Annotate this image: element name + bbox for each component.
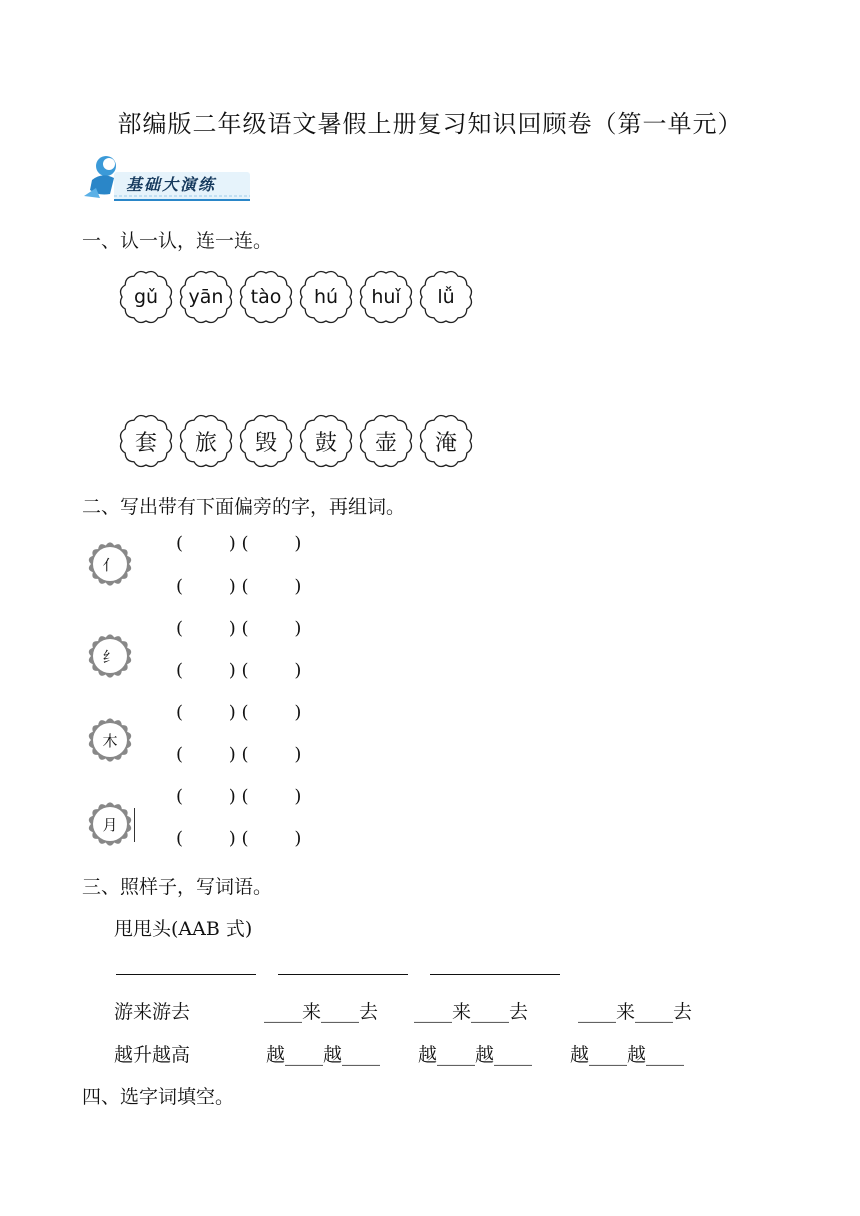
answer-line[interactable] — [430, 974, 560, 975]
example-yue-yue: 越升越高 — [114, 1044, 191, 1066]
section-two-heading: 二、写出带有下面偏旁的字，再组词。 — [82, 496, 406, 518]
pattern-lai-qu[interactable]: ____来____去 — [578, 1001, 693, 1023]
divider — [134, 808, 135, 842]
hanzi-card[interactable] — [357, 412, 415, 470]
hanzi-card-text: 套 — [134, 430, 157, 456]
hanzi-card[interactable] — [297, 412, 355, 470]
pinyin-card-text: yān — [188, 286, 224, 308]
paren-answer-row[interactable]: ( ) ( ) — [176, 744, 302, 765]
paren-answer-row[interactable]: ( ) ( ) — [176, 533, 302, 554]
example-aab: 甩甩头(AAB 式) — [114, 918, 253, 940]
radical-text: 木 — [102, 731, 118, 750]
radical-text: 纟 — [102, 647, 118, 666]
section-four-heading: 四、选字词填空。 — [82, 1086, 235, 1108]
pinyin-card[interactable] — [237, 268, 295, 326]
pinyin-card-text: huǐ — [371, 286, 401, 308]
section-three-heading: 三、照样子，写词语。 — [82, 876, 273, 898]
radical-badge — [86, 800, 134, 848]
pinyin-card[interactable] — [357, 268, 415, 326]
hanzi-card-text: 旅 — [194, 430, 217, 456]
hanzi-card[interactable] — [117, 412, 175, 470]
pattern-yue-yue[interactable]: 越____越____ — [570, 1044, 685, 1066]
answer-line[interactable] — [116, 974, 256, 975]
radical-text: 月 — [102, 815, 118, 834]
hanzi-card[interactable] — [177, 412, 235, 470]
pattern-yue-yue[interactable]: 越____越____ — [266, 1044, 381, 1066]
answer-line[interactable] — [278, 974, 408, 975]
pinyin-card-text: tào — [250, 286, 282, 308]
pinyin-card[interactable] — [117, 268, 175, 326]
section-banner — [84, 152, 254, 204]
pinyin-card[interactable] — [417, 268, 475, 326]
radical-text: 亻 — [102, 555, 118, 574]
hanzi-card-text: 淹 — [434, 430, 457, 456]
pinyin-card[interactable] — [177, 268, 235, 326]
hanzi-card-text: 毁 — [254, 430, 277, 456]
pinyin-card-text: hú — [313, 286, 339, 308]
example-lai-qu: 游来游去 — [114, 1001, 191, 1023]
pattern-lai-qu[interactable]: ____来____去 — [264, 1001, 379, 1023]
pattern-lai-qu[interactable]: ____来____去 — [414, 1001, 529, 1023]
page-title: 部编版二年级语文暑假上册复习知识回顾卷（第一单元） — [117, 110, 743, 138]
radical-badge — [86, 540, 134, 588]
hanzi-card[interactable] — [417, 412, 475, 470]
pinyin-card-text: gǔ — [133, 286, 159, 308]
section-one-heading: 一、认一认，连一连。 — [82, 230, 273, 252]
banner-label: 基础大演练 — [126, 175, 217, 194]
pinyin-card-text: lǚ — [437, 286, 455, 308]
hanzi-card-text: 壶 — [374, 430, 397, 456]
hanzi-card-text: 鼓 — [314, 430, 337, 456]
pattern-yue-yue[interactable]: 越____越____ — [418, 1044, 533, 1066]
paren-answer-row[interactable]: ( ) ( ) — [176, 576, 302, 597]
paren-answer-row[interactable]: ( ) ( ) — [176, 660, 302, 681]
paren-answer-row[interactable]: ( ) ( ) — [176, 786, 302, 807]
radical-badge — [86, 632, 134, 680]
hanzi-card[interactable] — [237, 412, 295, 470]
radical-badge — [86, 716, 134, 764]
paren-answer-row[interactable]: ( ) ( ) — [176, 702, 302, 723]
pinyin-card[interactable] — [297, 268, 355, 326]
paren-answer-row[interactable]: ( ) ( ) — [176, 828, 302, 849]
paren-answer-row[interactable]: ( ) ( ) — [176, 618, 302, 639]
